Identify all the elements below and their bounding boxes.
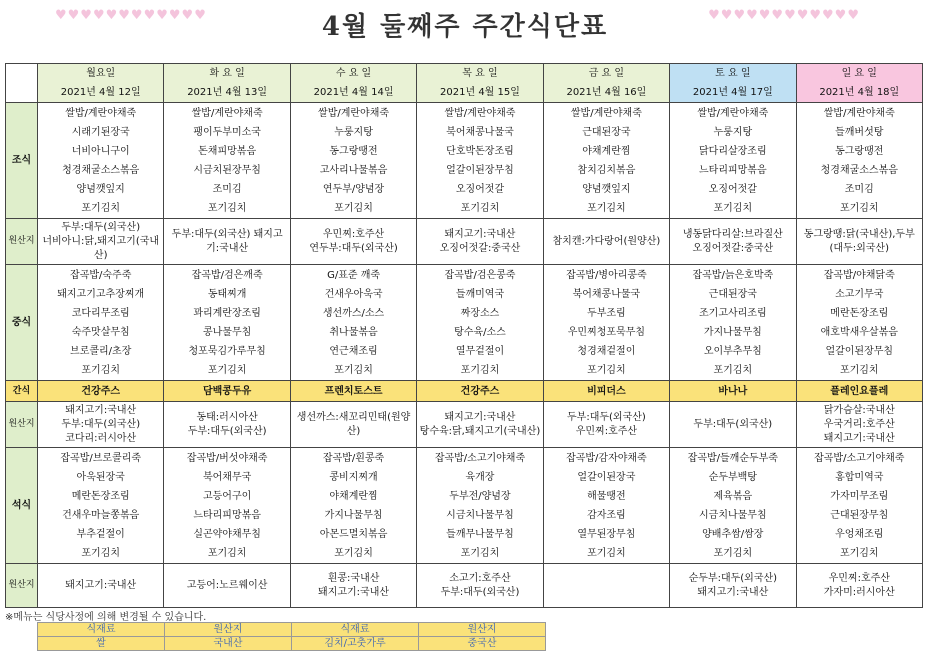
meal-cell <box>670 265 796 381</box>
legend-ingredient-kimchi: 김치/고춧가루 <box>292 637 419 651</box>
meal-cell <box>543 103 669 219</box>
meal-cell <box>38 448 164 564</box>
menu-item: 쌀밥/계란야채죽 <box>697 107 769 119</box>
origin-item: 소고기:호주산 <box>449 572 511 584</box>
menu-item: 생선까스/소스 <box>322 307 385 319</box>
menu-item: 조미김 <box>212 183 242 195</box>
menu-item: 시금치된장무침 <box>193 164 261 176</box>
row-label: 원산지 <box>6 564 38 608</box>
origin-item: 돼지고기:국내산 <box>444 228 516 240</box>
origin-cell <box>796 564 922 608</box>
meal-cell <box>38 265 164 381</box>
menu-item: 열무겉절이 <box>455 345 505 357</box>
menu-item: 시금치나물무침 <box>699 509 767 521</box>
menu-item: 감자조림 <box>587 509 626 521</box>
snack-row <box>6 381 923 402</box>
menu-item: 동그랑땡전 <box>329 145 378 157</box>
menu-item: 얼갈이된장국 <box>577 471 636 483</box>
origin-cell <box>290 219 416 265</box>
meal-cell <box>543 448 669 564</box>
menu-item: 포기김치 <box>713 364 753 376</box>
menu-item: 플레인요플레 <box>830 385 889 397</box>
menu-item: 비피더스 <box>587 385 626 397</box>
meal-row <box>6 103 923 219</box>
origin-cell <box>164 564 290 608</box>
menu-item: 단호박돈장조림 <box>446 145 514 157</box>
menu-item: 쌀밥/계란야채죽 <box>444 107 516 119</box>
menu-item: 얼갈이된장무침 <box>446 164 514 176</box>
day-name: 목 요 일 <box>462 68 498 79</box>
day-date: 2021년 4월 18일 <box>819 87 900 98</box>
menu-item: 잡곡밥/소고기야채죽 <box>814 452 905 464</box>
menu-item: 포기김치 <box>587 364 626 376</box>
change-notice: ※메뉴는 식당사정에 의해 변경될 수 있습니다. <box>5 612 207 623</box>
menu-item: 양배추쌈/쌈장 <box>702 528 764 540</box>
menu-item: 우민찌청포묵무침 <box>567 326 646 338</box>
meal-cell <box>164 265 290 381</box>
menu-item: 포기김치 <box>81 547 121 559</box>
origin-cell <box>417 402 543 448</box>
origin-item: 동태:러시아산 <box>196 411 258 423</box>
legend-origin-rice: 국내산 <box>165 637 292 651</box>
menu-item: 건새우아욱국 <box>324 288 383 300</box>
menu-item: 얼갈이된장무침 <box>825 345 894 357</box>
origin-item: 가자미:러시아산 <box>823 586 895 598</box>
corner-cell <box>6 64 38 103</box>
origin-row <box>6 402 923 448</box>
menu-item: 청경채굴소스볶음 <box>820 164 898 176</box>
day-date: 2021년 4월 16일 <box>566 87 647 98</box>
menu-item: 가지나물무침 <box>703 326 762 338</box>
menu-item: 쌀밥/계란야채죽 <box>570 107 642 119</box>
row-label: 원산지 <box>6 219 38 265</box>
menu-item: 포기김치 <box>334 364 373 376</box>
snack-cell <box>417 381 543 402</box>
menu-item: 건강주스 <box>81 385 121 397</box>
menu-item: 쌀밥/계란야채죽 <box>191 107 263 119</box>
meal-cell <box>417 103 543 219</box>
day-date: 2021년 4월 14일 <box>313 87 394 98</box>
origin-item: 돼지고기:국내산 <box>65 579 137 591</box>
origin-item: 두부:대두(외국산) <box>567 411 646 423</box>
legend-header-origin-2: 원산지 <box>419 623 546 637</box>
menu-item: 잡곡밥/감자야채죽 <box>566 452 647 464</box>
menu-item: 들깨버섯탕 <box>835 126 884 138</box>
menu-item: 북어채콩나물국 <box>572 288 641 300</box>
snack-cell <box>38 381 164 402</box>
menu-item: 가지나물무침 <box>324 509 383 521</box>
menu-item: 잡곡밥/병아리콩죽 <box>566 269 647 281</box>
menu-item: 조미김 <box>844 183 874 195</box>
origin-item: 흰콩:국내산 <box>327 572 380 584</box>
legend-origin-kimchi: 중국산 <box>419 637 546 651</box>
menu-item: 포기김치 <box>81 364 121 376</box>
origin-legend-table <box>37 622 546 651</box>
origin-item: 두부:대두(외국산) <box>440 586 520 598</box>
menu-item: 잡곡밥/브로콜리죽 <box>60 452 142 464</box>
menu-item: 포기김치 <box>81 202 121 214</box>
day-date: 2021년 4월 13일 <box>187 87 268 98</box>
day-header <box>543 64 669 103</box>
row-label: 간식 <box>6 381 38 402</box>
meal-cell <box>417 265 543 381</box>
origin-item: 동그랑땡:닭(국내산),두부(대두:외국산) <box>803 228 915 254</box>
menu-item: 청경채굴소스볶음 <box>62 164 140 176</box>
origin-item: 코다리:러시아산 <box>65 432 137 444</box>
menu-item: 닭다리살장조림 <box>699 145 767 157</box>
meal-cell <box>796 103 922 219</box>
origin-item: 두부:대두(외국산) <box>693 418 773 430</box>
menu-item: 잡곡밥/들깨순두부죽 <box>687 452 778 464</box>
origin-item: 고등어:노르웨이산 <box>186 579 268 591</box>
menu-item: 팽이두부미소국 <box>193 126 261 138</box>
snack-cell <box>543 381 669 402</box>
day-name: 수 요 일 <box>335 68 372 79</box>
origin-item: 돼지고기:국내산 <box>65 404 137 416</box>
menu-item: 우엉채조림 <box>835 528 884 540</box>
menu-item: 아몬드멸치볶음 <box>319 528 388 540</box>
snack-cell <box>796 381 922 402</box>
menu-item: 오징어젓갈 <box>455 183 505 195</box>
menu-item: 프렌치토스트 <box>324 385 383 397</box>
menu-item: 포기김치 <box>207 364 247 376</box>
menu-item: 홍합미역국 <box>835 471 884 483</box>
origin-item: 우국거리:호주산 <box>823 418 895 430</box>
meal-cell <box>417 448 543 564</box>
meal-cell <box>164 103 290 219</box>
meal-cell <box>164 448 290 564</box>
origin-item: 돼지고기:국내산 <box>444 411 516 423</box>
menu-item: 포기김치 <box>587 547 626 559</box>
menu-item: 오이부추무침 <box>703 345 762 357</box>
menu-item: 포기김치 <box>713 202 753 214</box>
menu-item: 탕수육/소스 <box>454 326 506 338</box>
origin-cell <box>38 402 164 448</box>
menu-item: 잡곡밥/소고기야채죽 <box>434 452 526 464</box>
snack-cell <box>670 381 796 402</box>
menu-item: 들깨무나물무침 <box>446 528 514 540</box>
day-header <box>796 64 922 103</box>
menu-item: 쌀밥/계란야채죽 <box>823 107 895 119</box>
origin-item: 순두부:대두(외국산) <box>688 572 778 584</box>
hearts-decoration-left: ♥♥♥♥♥♥♥♥♥♥♥♥ <box>55 8 207 23</box>
menu-item: 돼지고기고추장찌개 <box>57 288 145 300</box>
menu-item: 북어채콩나물국 <box>446 126 514 138</box>
menu-item: 부추겉절이 <box>76 528 125 540</box>
row-label: 석식 <box>6 448 38 564</box>
menu-item: 포기김치 <box>839 202 879 214</box>
menu-item: 연근채조림 <box>329 345 378 357</box>
day-date: 2021년 4월 15일 <box>440 87 520 98</box>
row-label: 원산지 <box>6 402 38 448</box>
menu-item: 고등어구이 <box>202 490 252 502</box>
origin-item: 돼지고기:국내산 <box>697 586 769 598</box>
hearts-decoration-right: ♥♥♥♥♥♥♥♥♥♥♥♥ <box>708 8 860 23</box>
legend-header-ingredient-1: 식재료 <box>38 623 165 637</box>
menu-item: 포기김치 <box>334 202 373 214</box>
snack-cell <box>290 381 416 402</box>
origin-cell <box>543 402 669 448</box>
day-header <box>670 64 796 103</box>
menu-item: 야채계란찜 <box>329 490 378 502</box>
menu-item: 두부조림 <box>587 307 626 319</box>
origin-item: 참치캔:가다랑어(원양산) <box>552 235 661 247</box>
row-label: 조식 <box>6 103 38 219</box>
menu-item: 잡곡밥/검은콩죽 <box>444 269 516 281</box>
day-header-row <box>6 64 923 103</box>
menu-item: 두부전/양념장 <box>449 490 511 502</box>
menu-item: 담백콩두유 <box>202 385 252 397</box>
menu-item: 포기김치 <box>460 364 500 376</box>
meal-cell <box>670 103 796 219</box>
origin-item: 오징어젓갈:중국산 <box>439 242 521 254</box>
legend-header-row <box>38 623 546 637</box>
origin-cell <box>290 564 416 608</box>
menu-item: 취나물볶음 <box>329 326 378 338</box>
day-name: 월요일 <box>86 68 116 79</box>
origin-cell <box>38 564 164 608</box>
menu-item: 잡곡밥/검은깨죽 <box>191 269 263 281</box>
menu-item: 포기김치 <box>713 547 753 559</box>
menu-item: 포기김치 <box>839 364 879 376</box>
menu-item: 고사리나물볶음 <box>319 164 388 176</box>
menu-item: 누룽지탕 <box>713 126 753 138</box>
menu-item: 바나나 <box>718 385 748 397</box>
meal-cell <box>290 448 416 564</box>
origin-item: 닭가슴살:국내산 <box>823 404 895 416</box>
origin-row <box>6 219 923 265</box>
day-name: 일 요 일 <box>841 68 877 79</box>
origin-cell <box>670 402 796 448</box>
legend-value-row <box>38 637 546 651</box>
menu-item: 짜장소스 <box>460 307 500 319</box>
menu-item: 들깨미역국 <box>455 288 505 300</box>
origin-item: 우민찌:호주산 <box>575 425 638 437</box>
menu-item: 제육볶음 <box>713 490 753 502</box>
menu-item: 포기김치 <box>207 202 247 214</box>
menu-item: G/표준 깨죽 <box>327 269 381 281</box>
menu-item: 너비아니구이 <box>71 145 130 157</box>
menu-item: 잡곡밥/야채닭죽 <box>823 269 895 281</box>
menu-item: 꽈리계란장조림 <box>193 307 261 319</box>
origin-cell <box>417 564 543 608</box>
menu-item: 조기고사리조림 <box>699 307 767 319</box>
menu-item: 근대된장무침 <box>830 509 889 521</box>
menu-item: 육개장 <box>465 471 495 483</box>
meal-row <box>6 265 923 381</box>
menu-item: 포기김치 <box>334 547 373 559</box>
menu-item: 실곤약야채무침 <box>193 528 261 540</box>
meal-cell <box>290 103 416 219</box>
origin-cell <box>164 402 290 448</box>
meal-cell <box>290 265 416 381</box>
menu-item: 청포묵김가루무침 <box>188 345 266 357</box>
menu-item: 시래기된장국 <box>71 126 130 138</box>
menu-item: 포기김치 <box>460 202 500 214</box>
meal-cell <box>38 103 164 219</box>
menu-item: 숙주맛살무침 <box>71 326 130 338</box>
menu-item: 건새우마늘쫑볶음 <box>62 509 140 521</box>
origin-item: 연두부:대두(외국산) <box>309 242 398 254</box>
menu-item: 잡곡밥/흰콩죽 <box>322 452 385 464</box>
day-date: 2021년 4월 12일 <box>60 87 141 98</box>
menu-item: 포기김치 <box>207 547 247 559</box>
menu-item: 해물땡전 <box>587 490 626 502</box>
menu-item: 잡곡밥/버섯야채죽 <box>186 452 268 464</box>
menu-item: 양념깻잎지 <box>582 183 631 195</box>
origin-item: 두부:대두(외국산) 돼지고기:국내산 <box>171 228 283 254</box>
menu-item: 동태찌개 <box>207 288 247 300</box>
meal-row <box>6 448 923 564</box>
origin-item: 두부:대두(외국산) <box>61 418 141 430</box>
origin-item: 탕수육:닭,돼지고기(국내산) <box>419 425 541 437</box>
menu-item: 열무된장무침 <box>577 528 636 540</box>
menu-item: 순두부백탕 <box>708 471 757 483</box>
origin-item: 우민찌:호주산 <box>828 572 890 584</box>
menu-item: 동그랑땡전 <box>835 145 884 157</box>
menu-item: 메란돈장조림 <box>830 307 889 319</box>
origin-item: 우민찌:호주산 <box>322 228 385 240</box>
day-header <box>290 64 416 103</box>
origin-item: 돼지고기:국내산 <box>318 586 390 598</box>
origin-item: 냉동닭다리살:브라질산 <box>682 228 783 240</box>
origin-row <box>6 564 923 608</box>
meal-cell <box>796 448 922 564</box>
meal-cell <box>796 265 922 381</box>
day-header <box>164 64 290 103</box>
origin-cell <box>38 219 164 265</box>
menu-item: 포기김치 <box>839 547 879 559</box>
menu-item: 아욱된장국 <box>76 471 125 483</box>
menu-item: 브로콜리/초장 <box>70 345 132 357</box>
origin-item: 두부:대두(외국산) <box>61 221 141 233</box>
meal-cell <box>543 265 669 381</box>
menu-item: 포기김치 <box>587 202 626 214</box>
menu-item: 코다리무조림 <box>71 307 130 319</box>
menu-item: 건강주스 <box>460 385 500 397</box>
menu-item: 잡곡밥/숙주죽 <box>70 269 132 281</box>
menu-item: 쌀밥/계란야채죽 <box>318 107 390 119</box>
day-name: 금 요 일 <box>588 68 625 79</box>
weekly-menu-table <box>5 63 923 608</box>
origin-item: 너비아니:닭,돼지고기(국내산) <box>42 235 160 261</box>
legend-header-ingredient-2: 식재료 <box>292 623 419 637</box>
day-name: 토 요 일 <box>715 68 751 79</box>
day-date: 2021년 4월 17일 <box>692 87 773 98</box>
origin-cell <box>670 564 796 608</box>
menu-item: 연두부/양념장 <box>322 183 385 195</box>
menu-item: 돈채피망볶음 <box>198 145 257 157</box>
menu-item: 가자미무조림 <box>830 490 889 502</box>
day-header <box>417 64 543 103</box>
menu-item: 양념깻잎지 <box>76 183 125 195</box>
menu-item: 느타리피망볶음 <box>699 164 767 176</box>
menu-item: 근대된장국 <box>708 288 757 300</box>
menu-item: 느타리피망볶음 <box>193 509 261 521</box>
menu-item: 쌀밥/계란야채죽 <box>65 107 137 119</box>
meal-cell <box>670 448 796 564</box>
origin-item: 돼지고기:국내산 <box>823 432 895 444</box>
menu-item: 소고기무국 <box>835 288 884 300</box>
origin-cell <box>796 402 922 448</box>
legend-header-origin-1: 원산지 <box>165 623 292 637</box>
page-title: 4월 둘째주 주간식단표 <box>321 12 609 42</box>
menu-item: 청경채겉절이 <box>577 345 636 357</box>
origin-cell <box>164 219 290 265</box>
origin-cell <box>796 219 922 265</box>
origin-item: 오징어젓갈:중국산 <box>692 242 774 254</box>
origin-cell <box>670 219 796 265</box>
menu-item: 애호박새우살볶음 <box>820 326 898 338</box>
menu-item: 참치김치볶음 <box>577 164 636 176</box>
menu-item: 콩비지찌개 <box>329 471 378 483</box>
legend-ingredient-rice: 쌀 <box>38 637 165 651</box>
origin-item: 두부:대두(외국산) <box>187 425 267 437</box>
menu-item: 포기김치 <box>460 547 500 559</box>
origin-item: 생선까스:새꼬리민태(원양산) <box>296 411 411 437</box>
origin-cell <box>543 219 669 265</box>
menu-item: 잡곡밥/늙은호박죽 <box>692 269 774 281</box>
menu-item: 메란돈장조림 <box>71 490 130 502</box>
day-name: 화 요 일 <box>209 68 245 79</box>
menu-item: 북어채무국 <box>202 471 252 483</box>
menu-item: 시금치나물무침 <box>446 509 514 521</box>
origin-cell <box>417 219 543 265</box>
menu-item: 누룽지탕 <box>334 126 373 138</box>
menu-item: 콩나물무침 <box>202 326 252 338</box>
menu-item: 오징어젓갈 <box>708 183 757 195</box>
snack-cell <box>164 381 290 402</box>
day-header <box>38 64 164 103</box>
menu-item: 야채계란찜 <box>582 145 631 157</box>
origin-cell <box>543 564 669 608</box>
origin-cell <box>290 402 416 448</box>
menu-item: 근대된장국 <box>582 126 631 138</box>
row-label: 중식 <box>6 265 38 381</box>
